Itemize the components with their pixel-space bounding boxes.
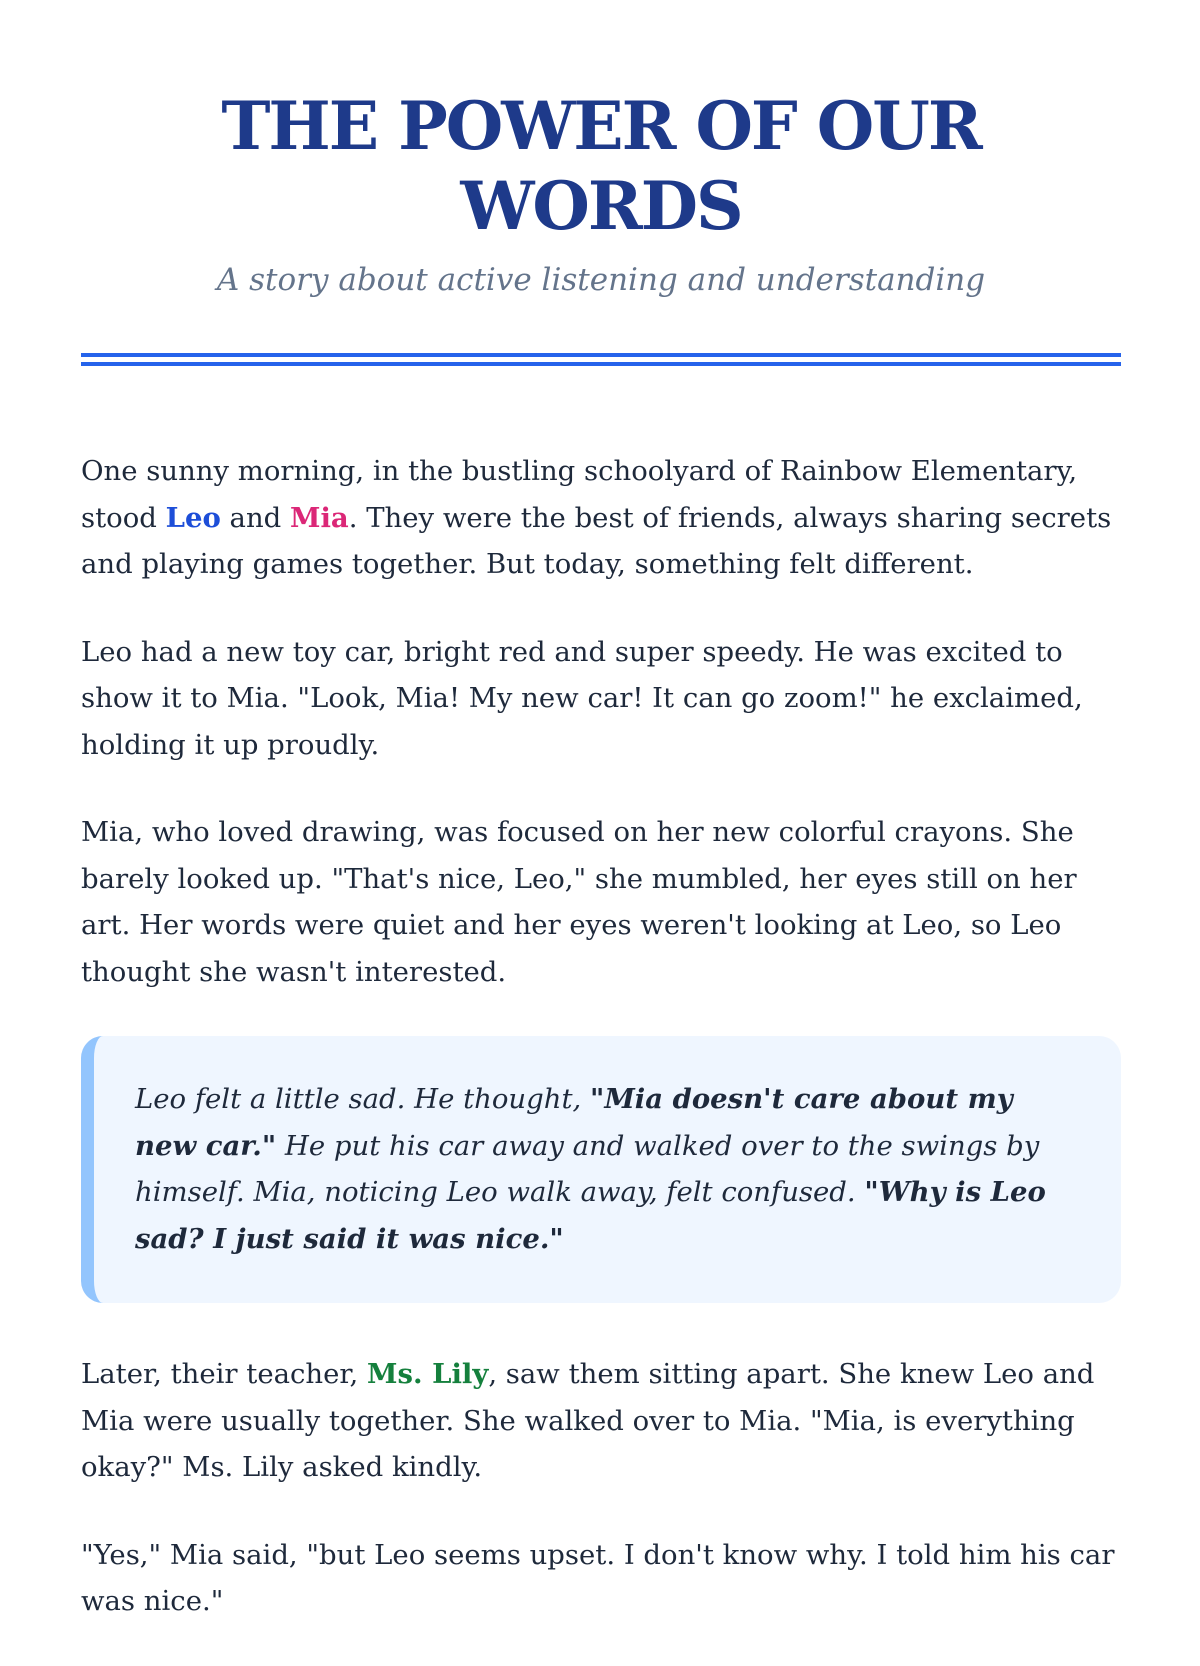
story-paragraph-3: Mia, who loved drawing, was focused on her new colorful crayons. She barely looked up. "That's nice, Leo," she mumbled, her eyes still on her art. Her words were quiet and her eyes weren't looking at Leo, so Leo thought she wasn't interested.: [81, 816, 1077, 988]
story-page: [81, 0, 1121, 1666]
story-body: [81, 448, 1121, 1625]
story-paragraph-4: [81, 1351, 1121, 1491]
character-name-lily: Ms. Lily: [367, 1358, 489, 1390]
character-name-leo: Leo: [165, 501, 221, 534]
p1-text-c: . They were the best of friends, always sharing secrets and playing games together. But today, something felt different.: [81, 501, 1112, 580]
callout-thought-leo: "Mia doesn't care about my new car.": [135, 1083, 1013, 1162]
callout-text-a: Leo felt a little sad. He thought,: [135, 1083, 590, 1115]
p4-text-a: Later, their teacher,: [81, 1358, 368, 1390]
story-paragraph-1: [81, 448, 1121, 588]
p4-text-b: , saw them sitting apart. She knew Leo and Mia were usually together. She walked over to Mia. "Mia, is everything okay?" Ms. Lily asked kindly.: [81, 1358, 1095, 1483]
callout-thought-mia: "Why is Leo sad? I just said it was nice.": [135, 1176, 1046, 1255]
story-callout: [81, 1036, 1121, 1303]
story-paragraph-2: Leo had a new toy car, bright red and super speedy. He was excited to show it to Mia. "Look, Mia! My new car! It can go zoom!" he exclaimed, holding it up proudly.: [81, 635, 1083, 761]
character-name-mia: Mia: [290, 501, 349, 534]
title-divider: [81, 353, 1121, 366]
p1-text-b: and: [220, 501, 291, 534]
p1-text-a: One sunny morning, in the bustling schoolyard of Rainbow Elementary, stood: [81, 455, 1078, 534]
page-subtitle: A story about active listening and understanding: [216, 262, 986, 298]
story-paragraph-5: "Yes," Mia said, "but Leo seems upset. I don't know why. I told him his car was nice.": [81, 1538, 1115, 1617]
page-title: THE POWER OF OUR WORDS: [221, 87, 981, 245]
callout-text-c: He put his car away and walked over to the swings by himself. Mia, noticing Leo walk away, felt confused.: [135, 1129, 1040, 1208]
